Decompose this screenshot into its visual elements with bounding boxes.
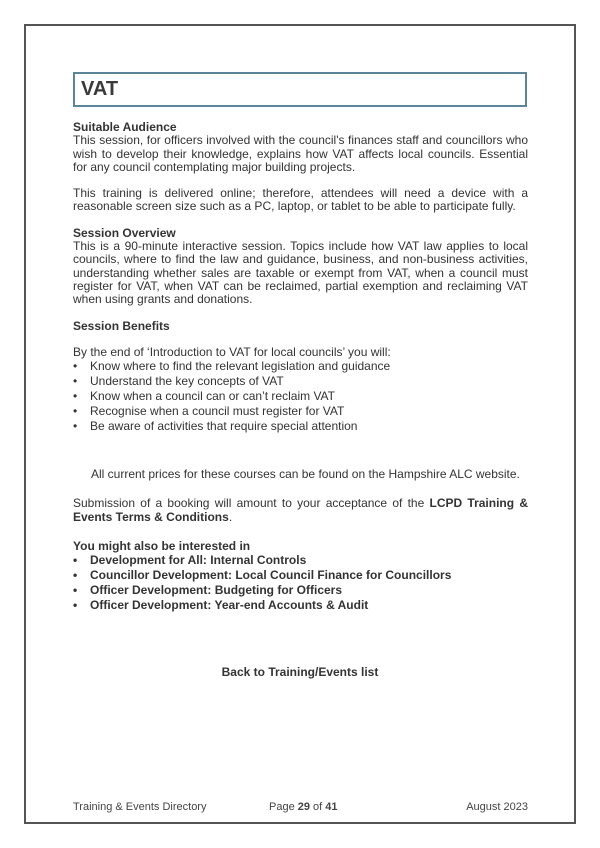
related-link[interactable]: • Officer Development: Year-end Accounts & Audit <box>73 598 528 613</box>
booking-text <box>73 497 528 524</box>
list-item: • Recognise when a council must register for VAT <box>73 404 528 419</box>
list-item: • Know when a council can or can’t reclaim VAT <box>73 389 528 404</box>
related-heading: You might also be interested in <box>73 539 251 554</box>
benefits-heading: Session Benefits <box>73 318 170 333</box>
booking-end: . <box>228 509 233 524</box>
page-title: VAT <box>81 78 119 100</box>
benefits-intro: By the end of ‘Introduction to VAT for local councils’ you will: <box>73 344 391 359</box>
audience-heading: Suitable Audience <box>73 120 177 134</box>
terms-link[interactable]: LCPD Training & Events Terms & Conditions <box>73 496 529 524</box>
benefits-list <box>73 359 528 434</box>
booking-sentence: Submission of a booking will amount to your acceptance of the <box>73 496 430 511</box>
related-link[interactable]: • Officer Development: Budgeting for Officers <box>73 583 528 598</box>
overview-text: This is a 90-minute interactive session. Topics include how VAT law applies to local councils, where to find the law and guidance, business, and non-business activities, understanding whether sales are taxable or exempt from VAT, when a council must register for VAT, when VAT can be reclaimed, partial exemption and reclaiming VAT when using grants and donations. <box>73 239 528 307</box>
related-list <box>73 553 528 613</box>
related-link[interactable]: • Councillor Development: Local Council Finance for Councillors <box>73 568 528 583</box>
overview-heading: Session Overview <box>73 225 176 240</box>
audience-text: This session, for officers involved with the council's finances staff and councillors who wish to develop their knowledge, explains how VAT affects local councils. Essential for any council contemplating major building projects. <box>73 133 528 174</box>
page-number <box>269 801 338 813</box>
list-item: • Understand the key concepts of VAT <box>73 374 528 389</box>
total-pages: 41 <box>325 801 338 813</box>
current-page: 29 <box>297 801 310 813</box>
footer-left: Training & Events Directory <box>73 801 207 813</box>
page-prefix: Page <box>269 801 298 813</box>
prices-text: All current prices for these courses can be found on the Hampshire ALC website. <box>91 467 520 482</box>
online-text: This training is delivered online; therefore, attendees will need a device with a reasonable screen size such as a PC, laptop, or tablet to be able to participate fully. <box>73 186 528 214</box>
related-link[interactable]: • Development for All: Internal Controls <box>73 553 528 568</box>
list-item: • Know where to find the relevant legislation and guidance <box>73 359 528 374</box>
back-to-list-link[interactable]: Back to Training/Events list <box>221 665 379 679</box>
list-item: • Be aware of activities that require special attention <box>73 419 528 434</box>
title-box <box>73 72 527 107</box>
footer-date: August 2023 <box>466 801 528 813</box>
content <box>73 121 528 613</box>
page-of: of <box>310 801 326 813</box>
